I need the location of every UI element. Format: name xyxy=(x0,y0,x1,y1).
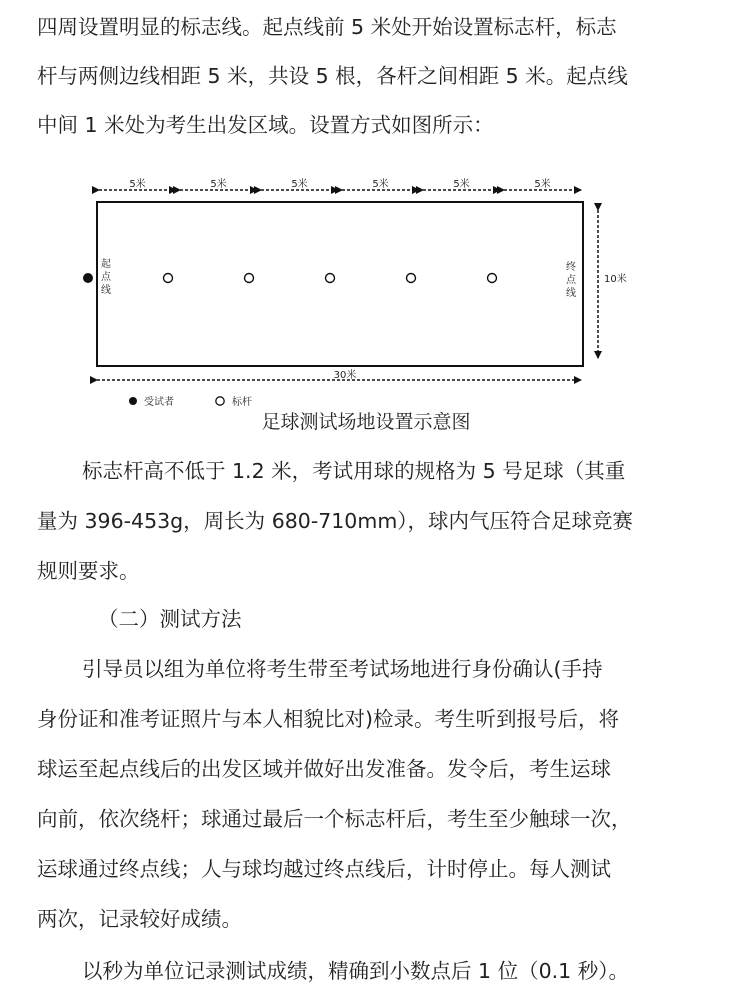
paragraph-1-line-2: 杆与两侧边线相距 5 米，共设 5 根，各杆之间相距 5 米。起点线 xyxy=(37,64,628,88)
legend-examinee-symbol xyxy=(129,397,137,405)
start-line-label-3: 线 xyxy=(101,285,111,296)
start-line-label-2: 点 xyxy=(101,272,111,283)
segment-label-5: 5米 xyxy=(453,179,470,190)
diagram-caption: 足球测试场地设置示意图 xyxy=(261,411,471,433)
paragraph-3-line-2: 身份证和准考证照片与本人相貌比对)检录。考生听到报号后，将 xyxy=(37,707,619,731)
segment-label-1: 5米 xyxy=(129,179,146,190)
segment-label-3: 5米 xyxy=(291,179,308,190)
length-label: 30米 xyxy=(333,370,357,381)
pole-marker-4 xyxy=(407,274,416,283)
pole-marker-2 xyxy=(245,274,254,283)
pole-marker-1 xyxy=(164,274,173,283)
pole-marker-5 xyxy=(488,274,497,283)
paragraph-3-line-6: 两次，记录较好成绩。 xyxy=(37,907,242,931)
paragraph-3-line-1: 引导员以组为单位将考生带至考试场地进行身份确认(手持 xyxy=(82,657,603,681)
start-line-label-1: 起 xyxy=(101,259,111,270)
segment-dimension-arrows xyxy=(99,177,581,190)
poles xyxy=(164,274,497,283)
segment-label-4: 5米 xyxy=(372,179,389,190)
segment-label-6: 5米 xyxy=(534,179,551,190)
legend-examinee-label: 受试者 xyxy=(144,397,174,408)
paragraph-2-line-3: 规则要求。 xyxy=(37,559,140,583)
field-diagram xyxy=(0,160,732,440)
finish-line-label-3: 线 xyxy=(566,288,576,299)
section-heading: （二）测试方法 xyxy=(98,607,242,631)
paragraph-3-line-4: 向前，依次绕杆；球通过最后一个标志杆后，考生至少触球一次， xyxy=(37,807,632,831)
paragraph-3-line-5: 运球通过终点线；人与球均越过终点线后，计时停止。每人测试 xyxy=(37,857,611,881)
width-label: 10米 xyxy=(604,274,627,285)
paragraph-1-line-1: 四周设置明显的标志线。起点线前 5 米处开始设置标志杆，标志 xyxy=(37,15,617,39)
pole-marker-3 xyxy=(326,274,335,283)
field-boundary xyxy=(97,202,583,366)
segment-label-2: 5米 xyxy=(210,179,227,190)
paragraph-3-line-3: 球运至起点线后的出发区域并做好出发准备。发令后，考生运球 xyxy=(37,757,611,781)
finish-line-label-1: 终 xyxy=(566,262,576,273)
paragraph-4-line-1: 以秒为单位记录测试成绩，精确到小数点后 1 位（0.1 秒）。 xyxy=(82,959,629,983)
paragraph-1-line-3: 中间 1 米处为考生出发区域。设置方式如图所示： xyxy=(37,113,494,137)
finish-line-label-2: 点 xyxy=(566,275,576,286)
legend-pole-symbol xyxy=(216,397,224,405)
paragraph-2-line-2: 量为 396-453g，周长为 680-710mm），球内气压符合足球竞赛 xyxy=(37,509,634,533)
legend-pole-label: 标杆 xyxy=(232,397,252,408)
paragraph-2-line-1: 标志杆高不低于 1.2 米，考试用球的规格为 5 号足球（其重 xyxy=(82,459,626,483)
examinee-marker xyxy=(83,273,93,283)
